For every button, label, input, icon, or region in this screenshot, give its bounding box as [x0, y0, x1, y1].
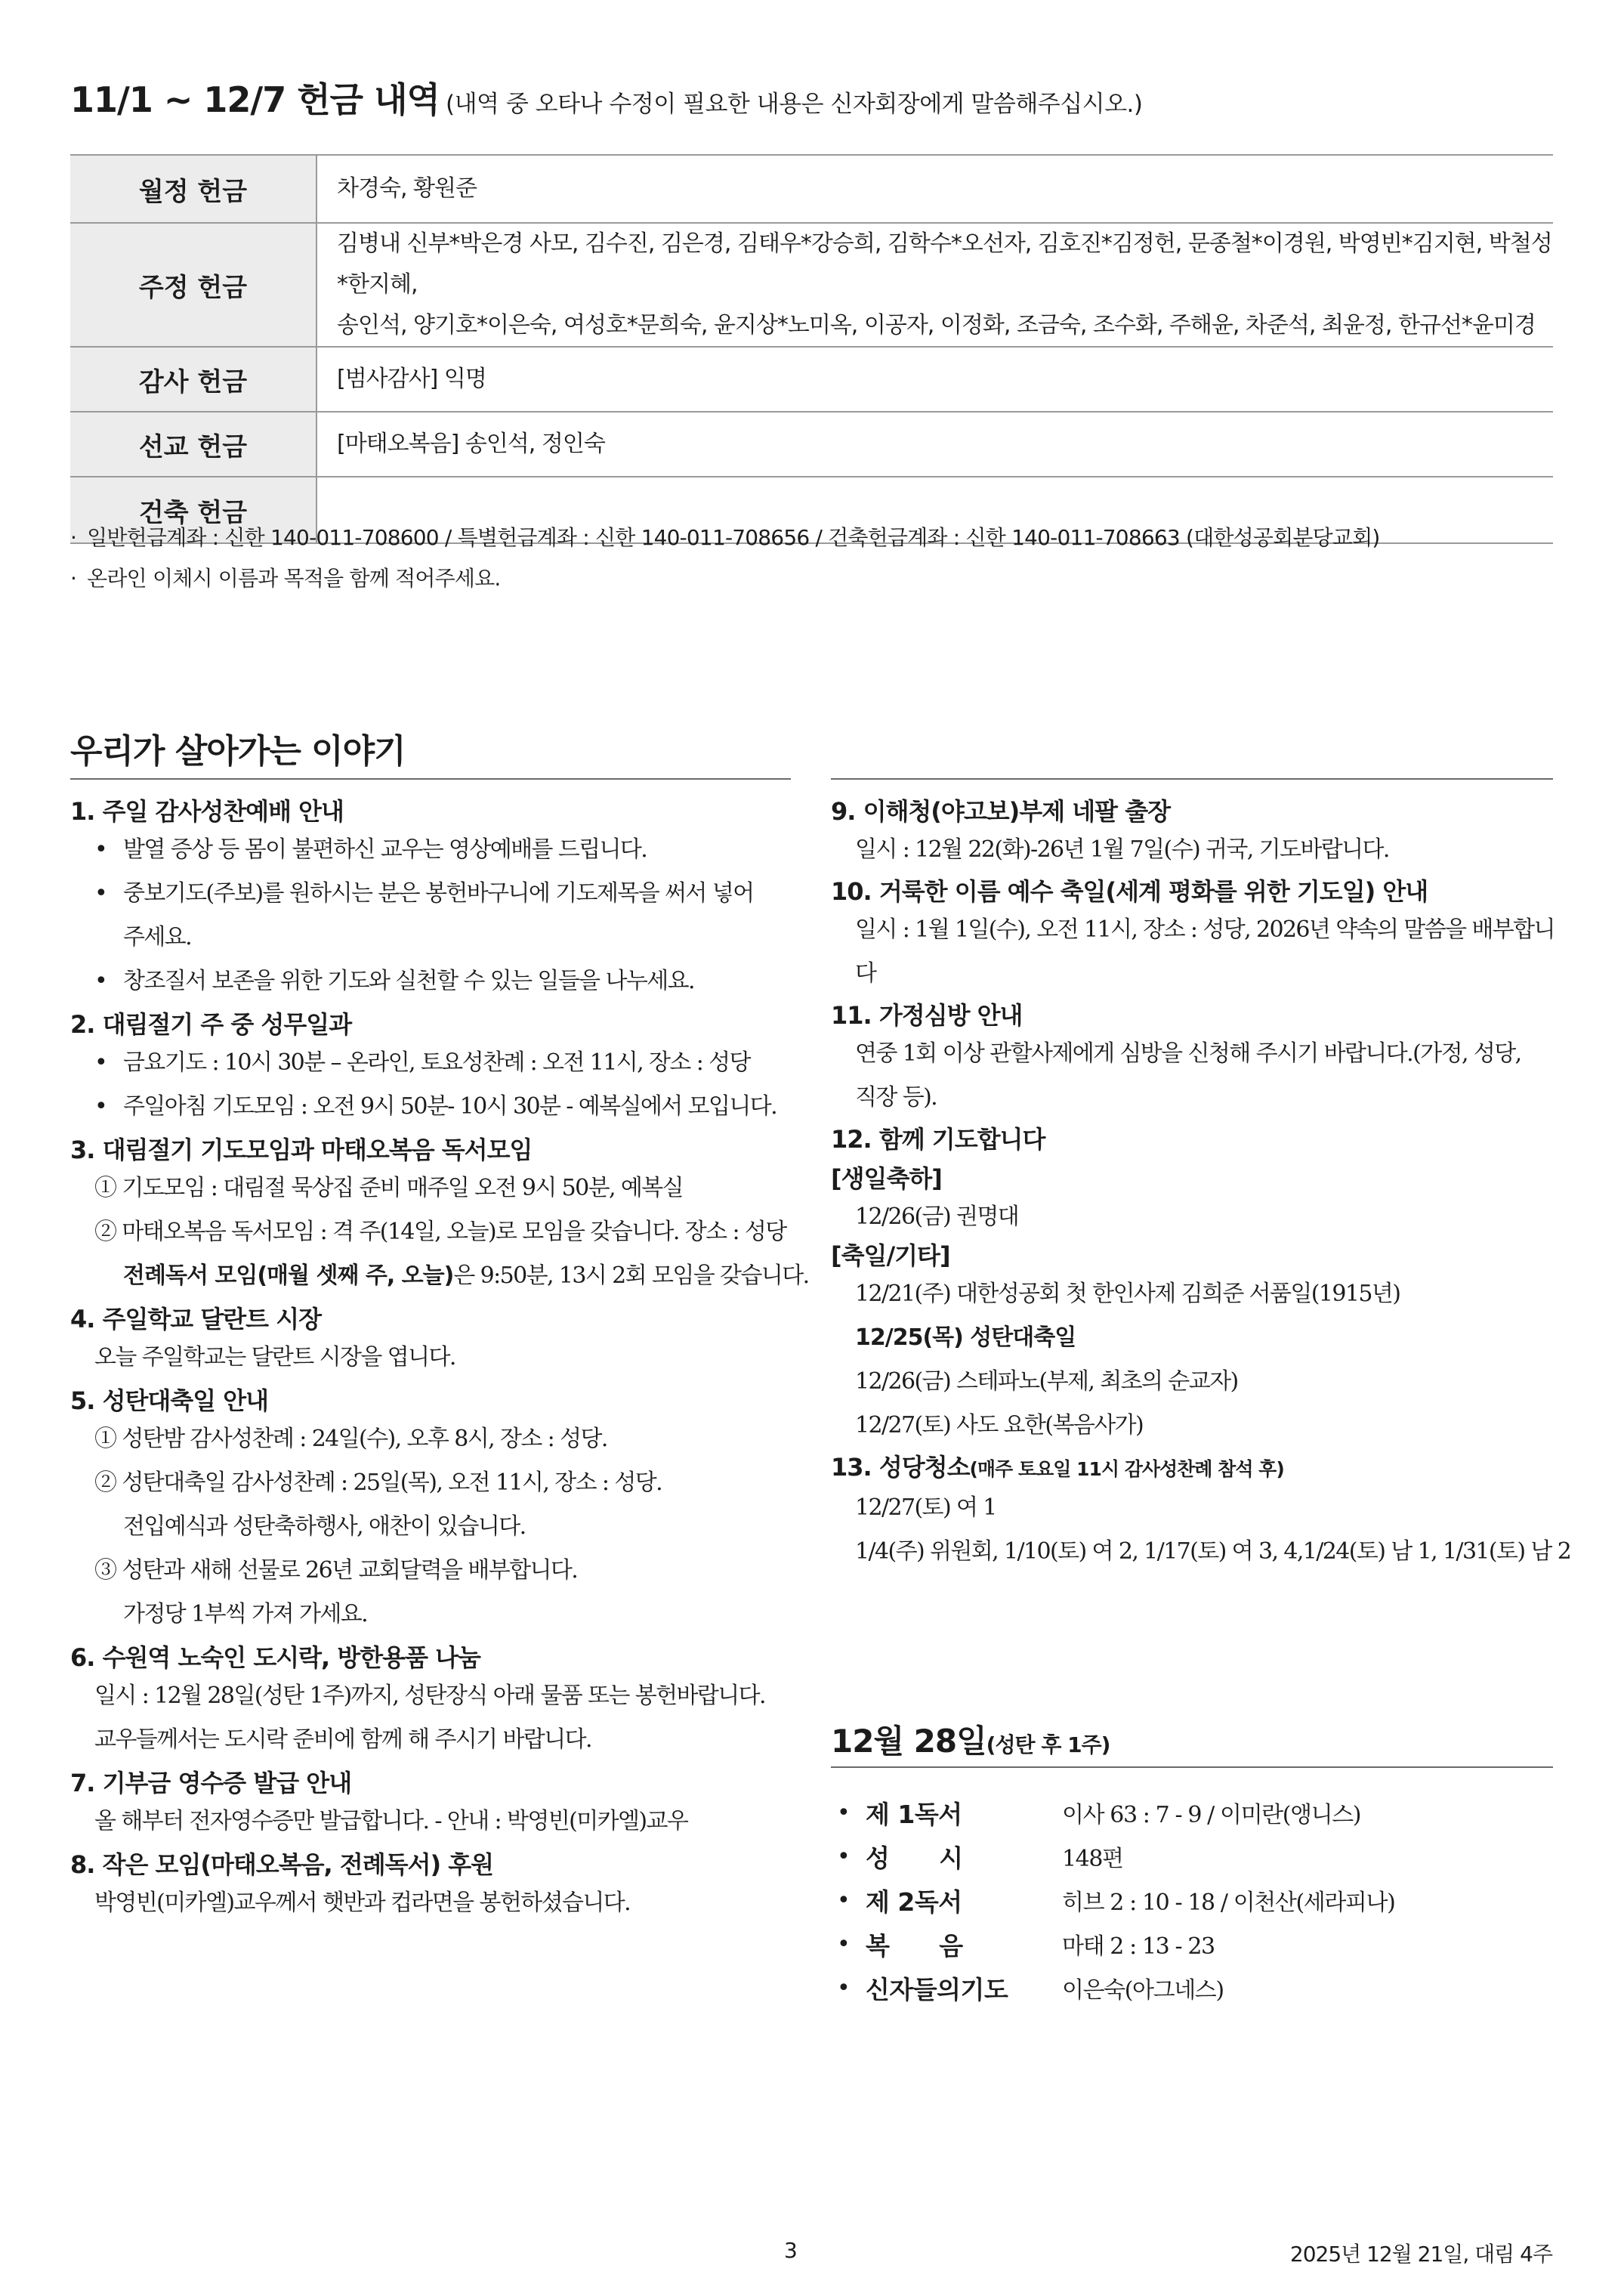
notice-line: 일시 : 12월 28일(성탄 1주)까지, 성탄장식 아래 물품 또는 봉헌바랍니다. — [94, 1683, 765, 1709]
notice-title: 4. 주일학교 달란트 시장 — [70, 1305, 322, 1333]
notice-line: 12/26(금) 스테파노(부제, 최초의 순교자) — [855, 1368, 1238, 1395]
notice-title: 8. 작은 모임(마태오복음, 전례독서) 후원 — [70, 1850, 494, 1879]
notice-line: • 창조질서 보존을 위한 기도와 실천할 수 있는 일들을 나누세요. — [94, 968, 694, 994]
notice-line: 12/27(토) 여 1 — [855, 1494, 996, 1521]
notice-line: ② 마태오복음 독서모임 : 격 주(14일, 오늘)로 모임을 갖습니다. 장소 : 성당 — [94, 1219, 786, 1245]
notice-line: 올 해부터 전자영수증만 발급합니다. - 안내 : 박영빈(미카엘)교우 — [94, 1808, 688, 1834]
reading-value: 이은숙(아그네스) — [1062, 1977, 1224, 2004]
feast-label: [축일/기타] — [831, 1241, 950, 1270]
notice-line: • 주일아침 기도모임 : 오전 9시 50분- 10시 30분 - 예복실에서 모입니다. — [94, 1093, 777, 1120]
offering-label: 감사 헌금 — [70, 347, 316, 412]
offering-label: 선교 헌금 — [70, 412, 316, 477]
offering-names: [범사감사] 익명 — [337, 366, 486, 392]
left-column — [70, 795, 809, 1925]
transfer-note: · 온라인 이체시 이름과 목적을 함께 적어주세요. — [70, 566, 501, 591]
reading-row: • 신자들의기도 이은숙(아그네스) — [837, 1966, 1394, 2010]
readings-rule — [831, 1766, 1553, 1768]
reading-row: • 복 음 마태 2 : 13 - 23 — [837, 1922, 1394, 1966]
reading-row: • 제 1독서 이사 63 : 7 - 9 / 이미란(앵니스) — [837, 1791, 1394, 1834]
section-rule — [70, 778, 791, 780]
reading-label: 성 시 — [866, 1843, 963, 1873]
offering-label: 월정 헌금 — [70, 155, 316, 223]
notice-line: 일시 : 12월 22(화)-26년 1월 7일(수) 귀국, 기도바랍니다. — [855, 836, 1389, 863]
notice-line: ① 성탄밤 감사성찬례 : 24일(수), 오후 8시, 장소 : 성당. — [94, 1426, 607, 1452]
notice-title: 12. 함께 기도합니다 — [831, 1125, 1045, 1154]
offering-note: (내역 중 오타나 수정이 필요한 내용은 신자회장에게 말씀해주십시오.) — [446, 91, 1143, 118]
notice-line: 다 — [855, 960, 876, 987]
notice-line: 12/25(목) 성탄대축일 — [855, 1324, 1076, 1351]
notice-line: 12/26(금) 권명대 — [855, 1204, 1019, 1230]
notice-line: 1/4(주) 위원회, 1/10(토) 여 2, 1/17(토) 여 3, 4,1/24(토) 남 1, 1/31(토) 남 2 — [855, 1538, 1571, 1565]
readings-title: 12월 28일(성탄 후 1주) — [831, 1723, 1110, 1760]
notice-line: 12/21(주) 대한성공회 첫 한인사제 김희준 서품일(1915년) — [855, 1281, 1400, 1307]
offering-names: 차경숙, 황원준 — [337, 175, 477, 202]
offering-names: 김병내 신부*박은경 사모, 김수진, 김은경, 김태우*강승희, 김학수*오선자, 김호진*김정헌, 문종철*이경원, 박영빈*김지현, 박철성*한지혜, 송인석, 양기호*이은숙, 여성호*문희숙, 윤지상*노미옥, 이공자, 이정화, 조금숙, 조수화, 주해윤, 차준석, 최윤정, 한규선*윤미경 — [337, 230, 1552, 338]
notice-title: 1. 주일 감사성찬예배 안내 — [70, 797, 344, 826]
notice-line: ① 기도모임 : 대림절 묵상집 준비 매주일 오전 9시 50분, 예복실 — [94, 1175, 684, 1201]
notice-title: 6. 수원역 노숙인 도시락, 방한용품 나눔 — [70, 1643, 480, 1672]
reading-label: 제 2독서 — [866, 1887, 962, 1917]
notice-title: 13. 성당청소(매주 토요일 11시 감사성찬례 참석 후) — [831, 1453, 1284, 1482]
notice-title: 3. 대림절기 기도모임과 마태오복음 독서모임 — [70, 1136, 533, 1164]
notice-line: 12/27(토) 사도 요한(복음사가) — [855, 1412, 1144, 1439]
readings-list — [837, 1791, 1394, 2010]
page-number: 3 — [784, 2238, 798, 2263]
notice-line: 전입예식과 성탄축하행사, 애찬이 있습니다. — [123, 1513, 526, 1540]
offering-names: [마태오복음] 송인석, 정인숙 — [337, 431, 605, 457]
right-column — [831, 795, 1571, 1574]
notice-line: 연중 1회 이상 관할사제에게 심방을 신청해 주시기 바랍니다.(가정, 성당, — [855, 1040, 1521, 1067]
notice-line: 박영빈(미카엘)교우께서 햇반과 컵라면을 봉헌하셨습니다. — [94, 1890, 631, 1916]
section-title: 우리가 살아가는 이야기 — [70, 732, 406, 771]
reading-value: 마태 2 : 13 - 23 — [1062, 1933, 1215, 1960]
reading-row: • 제 2독서 히브 2 : 10 - 18 / 이천산(세라피나) — [837, 1878, 1394, 1922]
notice-title: 5. 성탄대축일 안내 — [70, 1386, 269, 1415]
notice-line: 전례독서 모임(매월 셋째 주, 오늘)은 9:50분, 13시 2회 모임을 갖습니다. — [123, 1262, 809, 1289]
notice-line: ③ 성탄과 새해 선물로 26년 교회달력을 배부합니다. — [94, 1557, 578, 1584]
offering-label: 건축 헌금 — [70, 477, 316, 543]
reading-value: 히브 2 : 10 - 18 / 이천산(세라피나) — [1062, 1890, 1395, 1916]
reading-label: 신자들의기도 — [866, 1974, 1008, 2004]
offering-table — [70, 154, 1553, 544]
offering-row — [70, 347, 1553, 412]
notice-line: 교우들께서는 도시락 준비에 함께 해 주시기 바랍니다. — [94, 1726, 591, 1753]
notice-title: 9. 이해청(야고보)부제 네팔 출장 — [831, 797, 1171, 826]
account-info: · 일반헌금계좌 : 신한 140-011-708600 / 특별헌금계좌 : 신한 140-011-708656 / 건축헌금계좌 : 신한 140-011-708663 (대한성공회분당교회) — [70, 525, 1380, 550]
reading-label: 제 1독서 — [866, 1799, 962, 1829]
offering-row — [70, 155, 1553, 223]
notice-title: 2. 대림절기 주 중 성무일과 — [70, 1010, 352, 1039]
notice-title: 10. 거룩한 이름 예수 축일(세계 평화를 위한 기도일) 안내 — [831, 877, 1428, 906]
reading-label: 복 음 — [866, 1930, 963, 1961]
notice-line: 오늘 주일학교는 달란트 시장을 엽니다. — [94, 1344, 455, 1371]
offering-title: 11/1 ~ 12/7 헌금 내역 (내역 중 오타나 수정이 필요한 내용은 신자회장에게 말씀해주십시오.) — [70, 79, 1143, 120]
notice-line: 주세요. — [123, 924, 192, 950]
notice-line: ② 성탄대축일 감사성찬례 : 25일(목), 오전 11시, 장소 : 성당. — [94, 1469, 662, 1496]
offering-row — [70, 223, 1553, 347]
notice-line: 일시 : 1월 1일(수), 오전 11시, 장소 : 성당, 2026년 약속의 말씀을 배부합니 — [855, 916, 1555, 943]
section-rule — [831, 778, 1553, 780]
birthday-label: [생일축하] — [831, 1164, 942, 1193]
notice-title: 7. 기부금 영수증 발급 안내 — [70, 1769, 352, 1797]
reading-value: 148편 — [1062, 1846, 1123, 1872]
reading-row: • 성 시 148편 — [837, 1834, 1394, 1878]
notice-line: 가정당 1부씩 가져 가세요. — [123, 1601, 368, 1627]
notice-line: • 발열 증상 등 몸이 불편하신 교우는 영상예배를 드립니다. — [94, 836, 647, 863]
notice-line: • 금요기도 : 10시 30분 – 온라인, 토요성찬례 : 오전 11시, 장소 : 성당 — [94, 1049, 750, 1076]
notice-title: 11. 가정심방 안내 — [831, 1001, 1023, 1030]
notice-line: • 중보기도(주보)를 원하시는 분은 봉헌바구니에 기도제목을 써서 넣어 — [94, 880, 754, 907]
reading-value: 이사 63 : 7 - 9 / 이미란(앵니스) — [1062, 1802, 1361, 1828]
offering-row — [70, 412, 1553, 477]
footer-date: 2025년 12월 21일, 대림 4주 — [1289, 2242, 1552, 2267]
offering-label: 주정 헌금 — [70, 223, 316, 347]
notice-line: 직장 등). — [855, 1084, 937, 1111]
